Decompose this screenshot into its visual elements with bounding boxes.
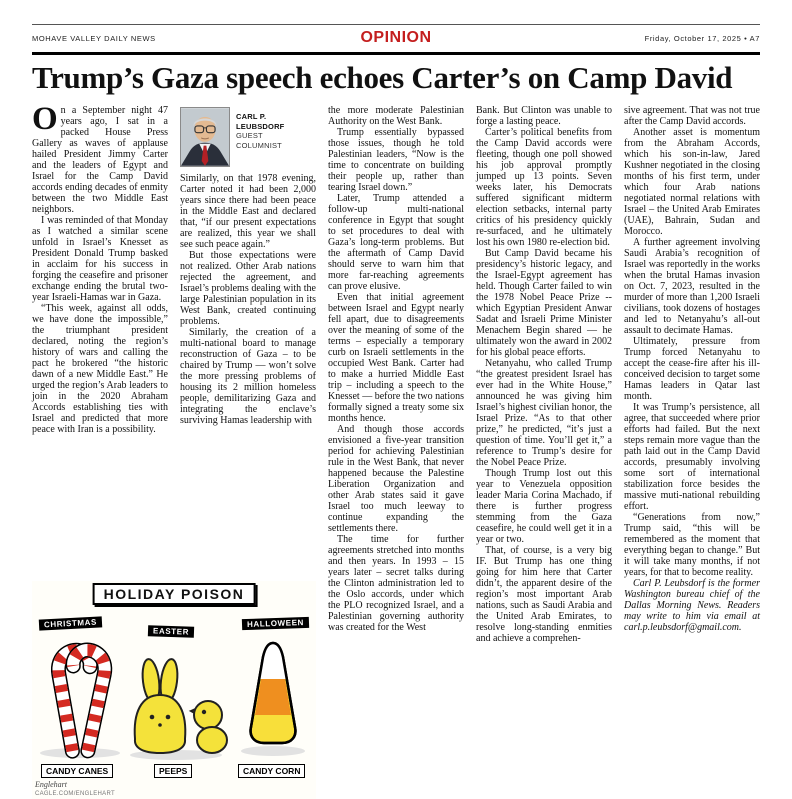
candy-canes-drawing xyxy=(32,627,132,761)
cartoon-label-candy-corn: CANDY CORN xyxy=(238,764,305,778)
article-paragraph: That, of course, is a very big IF. But Trump has one thing going for him here that Carter didn’t, the apparent desire of the region’s most important Arab nations, such as Saudi Arabia and the United Arab Emirates, to resolve long-standing enmities and achieve a comprehen- xyxy=(476,545,612,644)
columnist-name-line1: CARL P. xyxy=(236,112,267,121)
author-tagline: Carl P. Leubsdorf is the former Washington bureau chief of the Dallas Morning News. Readers may write to him via email at carl.p.leubsdorf@gmail.com. xyxy=(624,578,760,633)
paper-name: MOHAVE VALLEY DAILY NEWS xyxy=(32,33,156,43)
article-paragraph: The time for further agreements stretched into months and then years. In 1993 – 15 years later – secret talks during the Clinton administration led to the Oslo accords, under which the PLO recognized Israel, and a Palestinian governing authority was created for the West xyxy=(328,534,464,633)
article-paragraph: Ultimately, pressure from Trump forced Netanyahu to accept the cease-fire after his ill-conceived decision to target some Hamas leaders in Qatar last month. xyxy=(624,336,760,402)
article-paragraph: And though those accords envisioned a five-year transition period for achieving Palestinian rule in the West Bank, that never happened because the Palestine Liberation Organization and other Arab states said it gave Israel too much leeway to continue expanding the settlements there. xyxy=(328,424,464,534)
article-column-1 xyxy=(32,101,168,581)
article-paragraph: Even that initial agreement between Israel and Egypt nearly fell apart, due to disagreements over the meaning of some of the terms – especially a temporary curb on Israeli settlements in the occupied West Bank. Carter had to make a hurried Middle East trip – including a speech to the Knesset — before the two nations formally signed a treaty some six months hence. xyxy=(328,292,464,424)
cartoon-label-candy-canes: CANDY CANES xyxy=(41,764,113,778)
article-column-4 xyxy=(476,105,612,799)
columnist-role-line1: GUEST xyxy=(236,131,263,140)
article-paragraph: Netanyahu, who called Trump “the greatest president Israel has ever had in the White House,” announced he was giving him Israel’s highest civilian honor, the Israel Prize. “As to that other prize,” he predicted, “it’s just a question of time. You’ll get it,” a reference to Trump’s desire for the Nobel Peace Prize. xyxy=(476,358,612,468)
peeps-drawing xyxy=(124,641,228,763)
article-paragraph: sive agreement. That was not true after the Camp David accords. xyxy=(624,105,760,127)
article-paragraph: It was Trump’s persistence, all agree, that succeeded where prior efforts had failed. But the next steps remain more vague than the path laid out in the Camp David accords, presumably involving some sort of international stabilization force besides the massive muti-national rebuilding effort. xyxy=(624,402,760,512)
article-body xyxy=(32,101,760,799)
cartoonist-signature xyxy=(35,781,115,798)
issue-date: Friday, October 17, 2025 • A7 xyxy=(644,33,760,43)
article-paragraph: the more moderate Palestinian Authority on the West Bank. xyxy=(328,105,464,127)
article-column-5-text xyxy=(624,105,760,578)
article-paragraph: I was reminded of that Monday as I watched a similar scene unfold in Israel’s Knesset as President Donald Trump basked in acclaim for his success in forging the ceasefire and prisoner exchange ending the brutal two-year Israeli-Hamas war in Gaza. xyxy=(32,215,168,303)
section-title: OPINION xyxy=(360,29,432,46)
cartoon-tag-easter: EASTER xyxy=(148,625,194,638)
cartoon-tag-christmas: CHRISTMAS xyxy=(39,616,102,630)
masthead-rule xyxy=(32,52,760,55)
article-paragraph: Trump essentially bypassed those issues, though he told Palestinian leaders, “Now is the time to concentrate on building their people up, rather than tearing Israel down.” xyxy=(328,127,464,193)
drop-cap: O xyxy=(32,101,58,137)
article-paragraph: Bank. But Clinton was unable to forge a lasting peace. xyxy=(476,105,612,127)
article-column-2 xyxy=(180,105,316,581)
cartoon-tag-halloween: HALLOWEEN xyxy=(242,617,309,630)
article-paragraph: Though Trump lost out this year to Venezuela opposition leader Maria Corina Machado, if there is further progress stemming from the Gaza ceasefire, he could well get it in a year or two. xyxy=(476,468,612,545)
columnist-photo xyxy=(180,107,230,167)
byline-box xyxy=(180,107,316,167)
byline-text xyxy=(236,107,284,167)
article-paragraph: But Camp David became his presidency’s historic legacy, and the Israel-Egypt agreement has held. Though Carter failed to win the 1978 Nobel Peace Prize --which Egyptian President Anwar Sadat and Israeli Prime Minister Menachem Begin shared — he ultimately won the award in 2002 for his global peace efforts. xyxy=(476,248,612,358)
article-headline: Trump’s Gaza speech echoes Carter’s on Camp David xyxy=(32,60,733,95)
article-column-5 xyxy=(624,105,760,799)
article-paragraph: “Generations from now,” Trump said, “this will be remembered as the moment that everything began to change.” But it will take many months, if not years, for that to become reality. xyxy=(624,512,760,578)
article-column-3 xyxy=(328,105,464,799)
candy-corn-drawing xyxy=(234,633,312,759)
article-paragraph: But those expectations were not realized. Other Arab nations rejected the agreement, and Israel’s problems dealing with the large Palestinian population in its West Bank, created continuing problems. xyxy=(180,250,316,327)
left-column-group xyxy=(32,101,316,799)
article-paragraph: Similarly, on that 1978 evening, Carter noted it had been 2,000 years since there had been peace in the Middle East and declared that, “if our present expectations are realized, this year we shall see such peace again.” xyxy=(180,173,316,250)
cartoonist-signature-name: Englehart xyxy=(35,780,67,789)
article-paragraph: A further agreement involving Saudi Arabia’s recognition of Israel was reportedly in the works when the brutal Hamas invasion on Oct. 7, 2023, resulted in the murder of more than 1,200 Israeli civilians, took dozens of hostages and led to Netanyahu’s all-out assault to decimate Hamas. xyxy=(624,237,760,336)
article-paragraph: On a September night 47 years ago, I sat in a packed House Press Gallery as waves of applause hailed President Jimmy Carter and the leaders of Egypt and Israel for the Camp David accords ending decades of enmity between the two Middle East neighbors. xyxy=(32,101,168,215)
cartoon-title: HOLIDAY POISON xyxy=(93,583,256,605)
article-paragraph: Later, Trump attended a follow-up multi-national conference in Egypt that sought to set procedures to deal with Gaza’s long-term problems. But the aftermath of Camp David should serve to warn him that more far-reaching agreements can prove elusive. xyxy=(328,193,464,292)
columnist-name-line2: LEUBSDORF xyxy=(236,121,285,131)
article-paragraph: Carter’s political benefits from the Camp David accords were fleeting, though one poll showed his job approval promptly jumped up 13 points. Seven weeks later, his Democrats suffered significant midterm election setbacks, internal party critics of his presidency quickly re-surfaced, and he ultimately lost his own 1980 re-election bid. xyxy=(476,127,612,248)
masthead xyxy=(32,25,760,50)
cartoonist-credit: CAGLE.COM/ENGLEHART xyxy=(35,791,115,797)
columnist-role-line2: COLUMNIST xyxy=(236,140,282,150)
article-paragraph: “This week, against all odds, we have done the impossible,” the triumphant president declared, noting the region’s history of wars and calling the pact he brokered “the historic dawn of a new Middle East.” He urged the region’s Arab leaders to join in the 2020 Abraham Accords establishing ties with Israel and predicted that more peace with Iran is a possibility. xyxy=(32,303,168,435)
editorial-cartoon xyxy=(32,581,316,799)
article-paragraph: Similarly, the creation of a multi-national board to manage reconstruction of Gaza – to be chaired by Trump — won’t solve the more pressing problems of housing its 2 million homeless people, demilitarizing Gaza and integrating the enclave’s surviving Hamas leadership with xyxy=(180,327,316,426)
columns-1-2 xyxy=(32,101,316,581)
cartoon-label-peeps: PEEPS xyxy=(154,764,192,778)
article-paragraph: Another asset is momentum from the Abraham Accords, which his son-in-law, Jared Kushner negotiated in the closing months of his first term, under which four Arab nations negotiated normal relations with Israel – the United Arab Emirates (UAE), Bahrain, Sudan and Morocco. xyxy=(624,127,760,237)
article-column-2-text xyxy=(180,173,316,426)
